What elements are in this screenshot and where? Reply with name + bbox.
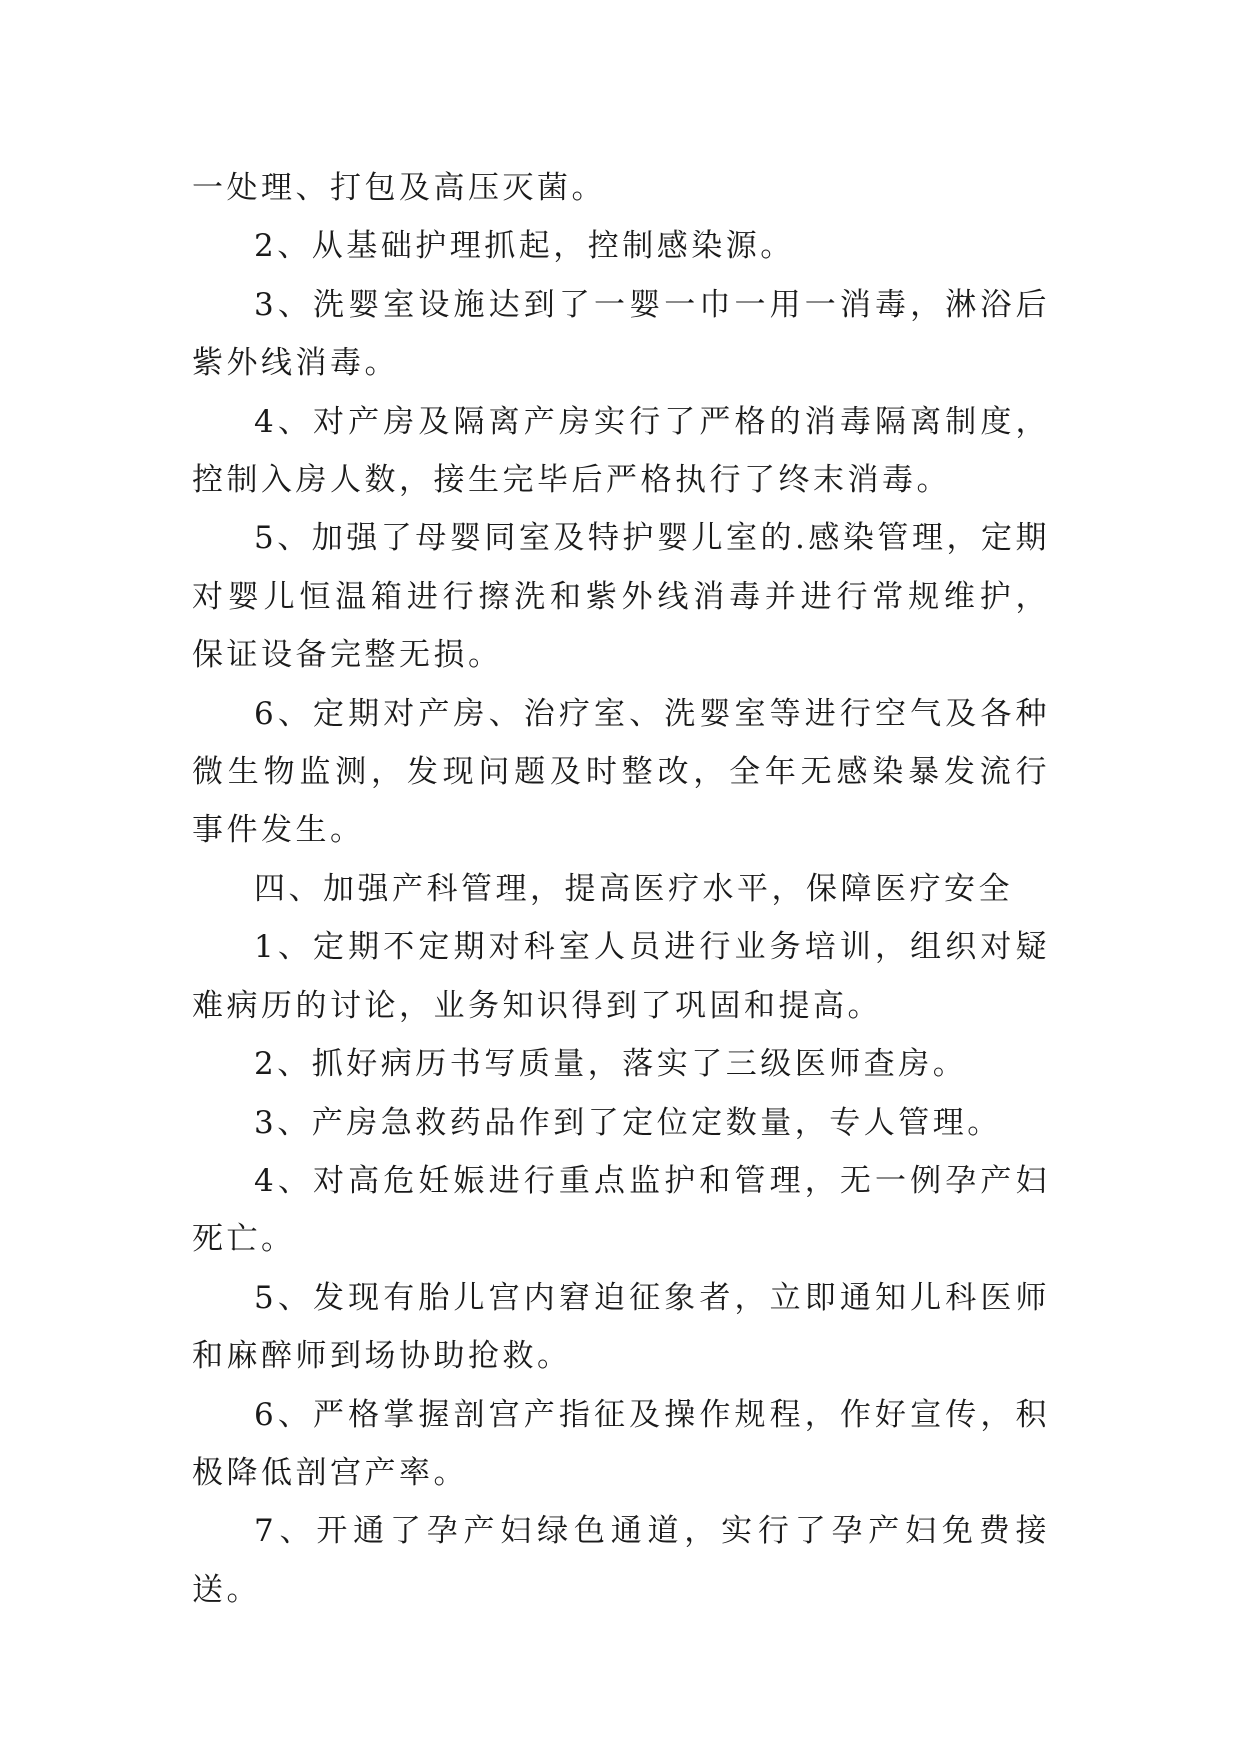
paragraph-item-7-green-channel: 7、开通了孕产妇绿色通道，实行了孕产妇免费接送。: [192, 1513, 1050, 1608]
section-heading-4: 四、加强产科管理，提高医疗水平，保障医疗安全: [254, 870, 1013, 907]
paragraph-item-3-emergency-drugs: 3、产房急救药品作到了定位定数量，专人管理。: [254, 1104, 1002, 1141]
document-body: [192, 159, 1050, 1619]
paragraph-item-6-monitoring: 6、定期对产房、治疗室、洗婴室等进行空气及各种微生物监测，发现问题及时整改，全年无感染暴发流行事件发生。: [192, 695, 1050, 849]
paragraph-item-2-records: 2、抓好病历书写质量，落实了三级医师查房。: [254, 1046, 968, 1083]
paragraph-item-4-delivery-room: 4、对产房及隔离产房实行了严格的消毒隔离制度，控制入房人数，接生完毕后严格执行了终末消毒。: [192, 403, 1050, 499]
paragraph-item-3-bath-room: 3、洗婴室设施达到了一婴一巾一用一消毒，淋浴后紫外线消毒。: [192, 286, 1050, 382]
paragraph-item-5-fetal-distress: 5、发现有胎儿宫内窘迫征象者，立即通知儿科医师和麻醉师到场协助抢救。: [192, 1279, 1050, 1375]
paragraph-continuation: 一处理、打包及高压灭菌。: [192, 170, 606, 206]
paragraph-item-1-training: 1、定期不定期对科室人员进行业务培训，组织对疑难病历的讨论，业务知识得到了巩固和提高。: [192, 929, 1050, 1024]
paragraph-item-4-high-risk: 4、对高危妊娠进行重点监护和管理，无一例孕产妇死亡。: [192, 1162, 1050, 1258]
paragraph-item-6-cesarean: 6、严格掌握剖宫产指征及操作规程，作好宣传，积极降低剖宫产率。: [192, 1396, 1050, 1491]
paragraph-item-2-infection-source: 2、从基础护理抓起，控制感染源。: [254, 228, 795, 265]
paragraph-item-5-rooming-in: 5、加强了母婴同室及特护婴儿室的.感染管理，定期对婴儿恒温箱进行擦洗和紫外线消毒并进行常规维护，保证设备完整无损。: [192, 520, 1050, 674]
